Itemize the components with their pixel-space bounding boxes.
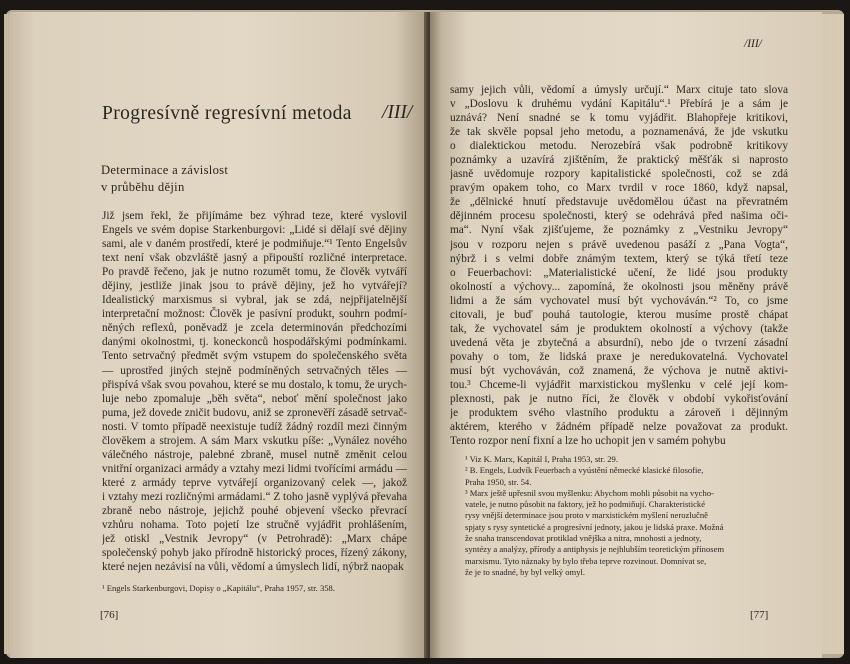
page-number-left: [76] — [100, 609, 119, 621]
body-line: Idealistický marxismus si vybral, jak se zdá, nejpřijatelnější — [102, 294, 407, 307]
footnote-line: Praha 1950, str. 54. — [465, 476, 532, 487]
body-line: dějinném procesu společnosti, který se odehrává před našima oči- — [450, 210, 788, 223]
body-line: aktérem, kterého v žádném případě nelze považovat za produkt. — [450, 421, 788, 434]
body-line: Tento setrvačný předmět svým vstupem do společenského světa — [102, 350, 407, 363]
right-body-text — [450, 83, 788, 448]
body-line: ma“. Nyní však zjišťujeme, že poznámky z „Vestniku Jevropy“ — [450, 224, 788, 237]
body-line: musí být vychováván, což znamená, že výchova je nutně aktivi- — [450, 364, 788, 377]
body-line: i vztahy mezi rozličnými armádami.“ Z toho jasně vyplývá převaha — [102, 490, 407, 503]
body-line: povahy o tom, že lidská praxe je neredukovatelná. Vychovatel — [450, 350, 788, 363]
body-line: společenský pohyb jako přírodně historický proces, řízený zákony, — [102, 547, 407, 560]
body-line: zbraně nebo nástroje, jejichž pouhé objevení všecko převrací — [102, 504, 407, 517]
footnote-line: marxismu. Tyto náznaky by bylo třeba teprve rozvinout. Domnívat se, — [465, 555, 707, 566]
body-line: — uprostřed jiných stejně podmíněných setrvačných těles — — [102, 364, 407, 377]
body-line: uvedená věta je zbytečná a absurdní), nebo jde o tvrzení zásadní — [450, 336, 788, 349]
footnote-line: ² B. Engels, Ludvík Feuerbach a vyústění německé klasické filosofie, — [465, 465, 704, 476]
footnote-line: že snaha transcendovat protiklad vnějška a nitra, mnohosti a jednoty, — [465, 533, 702, 544]
body-line: které z armády teprve vytvářejí organizovaný celek —, jakož — [102, 476, 407, 489]
body-line: něných reflexů, poněvadž je zcela determinován předchozími — [102, 322, 407, 335]
footnote-line: ¹ Viz K. Marx, Kapitál I, Praha 1953, str. 29. — [465, 454, 618, 464]
running-head: /III/ — [744, 38, 762, 50]
body-line: vzhůru nohama. Toto pojetí lze stručně vyjádřit prohlášením, — [102, 519, 407, 532]
body-line: že tak skvěle popsal jeho metodu, a poznamenává, že jde vskutku — [450, 126, 788, 139]
body-line: pravým opakem toho, co Marx tvrdil v roce 1860, když napsal, — [450, 182, 788, 195]
body-line: válečného nástroje, palebné zbraně, musel nutně změnit celou — [102, 448, 407, 461]
body-line: sami, ale v daném prostředí, které je podmiňuje.“¹ Tento Engelsův — [102, 238, 407, 251]
right-page — [430, 12, 822, 658]
subtitle-line: v průběhu dějin — [101, 180, 185, 194]
body-line: interpretační možnost: Člověk je pasívní produkt, souhrn podmí- — [102, 308, 407, 321]
body-line: jsou v rozporu nejen s právě uvedenou pasáží z „Pana Vogta“, — [450, 238, 788, 251]
body-line: tou.³ Chceme-li vyjádřit marxistickou myšlenku v celé její kom- — [450, 378, 788, 391]
body-line: okolností a výchovy... zapomíná, že okolnosti jsou měněny právě — [450, 280, 788, 293]
section-subtitle — [101, 162, 228, 196]
left-footnotes — [102, 583, 402, 594]
chapter-number: /III/ — [382, 102, 413, 123]
body-line: uznává? Není snadné se k tomu vyjádřit. Blahopřeje kritikovi, — [450, 112, 788, 125]
body-line: je produktem svého vlastního produktu a zároveň i dějinným — [450, 407, 788, 420]
body-line: citovali, je buď pouhá tautologie, kterou musíme prostě chápat — [450, 308, 788, 321]
footnote-line: rysy vnější determinace jsou proto v marxistickém myšlení nerozlučně — [465, 510, 708, 521]
body-line: puma, jež dovede zničit budovu, aniž se zpronevěří zásadě setrvač- — [102, 406, 407, 419]
footnote-line: syntézy a analýzy, přírody a antiphysis je nejhlubším teoretickým přínosem — [465, 544, 725, 555]
body-line: tak, že vychovatel sám je produktem okolností a výchovy (takže — [450, 322, 788, 335]
body-line: samy jejich vůli, vědomí a úmysly určují.“ Marx cituje tato slova — [450, 84, 788, 96]
body-line: lidmi a že sám vychovatel musí být vychováván.“² To, co jsme — [450, 294, 788, 307]
body-line: jasně uvědomuje rozpory kapitalistické společnosti, což se zdá — [450, 168, 788, 181]
body-line: plexnosti, pak je nutno říci, že člověk v období vykořisťování — [450, 393, 788, 406]
footnote-line: ³ Marx ještě upřesnil svou myšlenku: Abychom mohli působit na vycho- — [465, 487, 714, 498]
body-line: poznámky a uzavírá zjištěním, že praktický měšťák si naprosto — [450, 154, 788, 167]
body-line: o Feuerbachovi: „Materialistické učení, že lidé jsou produkty — [450, 266, 788, 279]
subtitle-line: Determinace a závislost — [101, 163, 229, 177]
body-line: text není však obzvláště jasný a připouští rozličné interpretace. — [102, 252, 407, 265]
body-line: v „Doslovu k druhému vydání Kapitálu“.¹ Přebírá je a sám je — [450, 98, 788, 111]
left-page — [10, 12, 428, 658]
body-line: že „dělnické hnutí představuje uvědomělou účast na převratném — [450, 196, 788, 209]
body-line: danými okolnostmi, tj. koneckonců hospodářskými podmínkami. — [102, 336, 407, 349]
body-line: přispívá však svou povahou, které se mu dostalo, k tomu, že urych- — [102, 378, 407, 391]
right-page-stack — [822, 14, 844, 654]
body-line: dějiny, jestliže jinak jsou to právě dějiny, jež ho vytvářejí? — [102, 280, 407, 293]
body-line: které nejen nezávisí na vůli, vědomí a úmyslech lidí, nýbrž naopak — [102, 561, 404, 574]
footnote-line: ¹ Engels Starkenburgovi, Dopisy o „Kapitálu“, Praha 1957, str. 358. — [102, 583, 335, 593]
footnote-line: že je to snadné, by byl velký omyl. — [465, 566, 586, 577]
footnote-line: vatele, je nutno působit na faktory, jež ho podmiňují. Charakteristické — [465, 499, 706, 510]
body-line: Po pravdě řečeno, jak je nutno rozumět tomu, že člověk vytváří — [102, 266, 407, 279]
right-footnotes — [465, 454, 787, 578]
footnote-line: spjaty s rysy syntetické a progresívní jednoty, jakou je lidská praxe. Možná — [465, 521, 724, 532]
body-line: vnitřní organizaci armády a vztahy mezi lidmi tvořícími armádu — — [102, 462, 407, 475]
body-line: Engels ve svém dopise Starkenburgovi: „Lidé si dělají své dějiny — [102, 224, 407, 237]
left-body-text — [102, 209, 407, 574]
page-title: Progresívně regresívní metoda — [102, 103, 352, 124]
body-line: Již jsem řekl, že přijímáme bez výhrad teze, které vyslovil — [102, 210, 407, 222]
body-line: člověkem a strojem. A sám Marx vskutku píše: „Vynález nového — [102, 434, 407, 447]
body-line: o dialektickou metodu. Nerozebírá však podrobně kritikovy — [450, 140, 788, 153]
body-line: nýbrž i s velmi dobře známým textem, který se týká třetí teze — [450, 252, 788, 265]
page-number-right: [77] — [750, 609, 769, 621]
body-line: luje nebo zpomaluje „běh světa“, neboť mění společnost jako — [102, 392, 407, 405]
body-line: nosti. V tomto případě neexistuje tudíž žádný rozdíl mezi činným — [102, 420, 407, 433]
body-line: Tento rozpor není fixní a lze ho uchopit jen v samém pohybu — [450, 435, 726, 448]
body-line: jež otiskl „Vestnik Jevropy“ (v Petrohradě): „Marx chápe — [102, 533, 407, 546]
